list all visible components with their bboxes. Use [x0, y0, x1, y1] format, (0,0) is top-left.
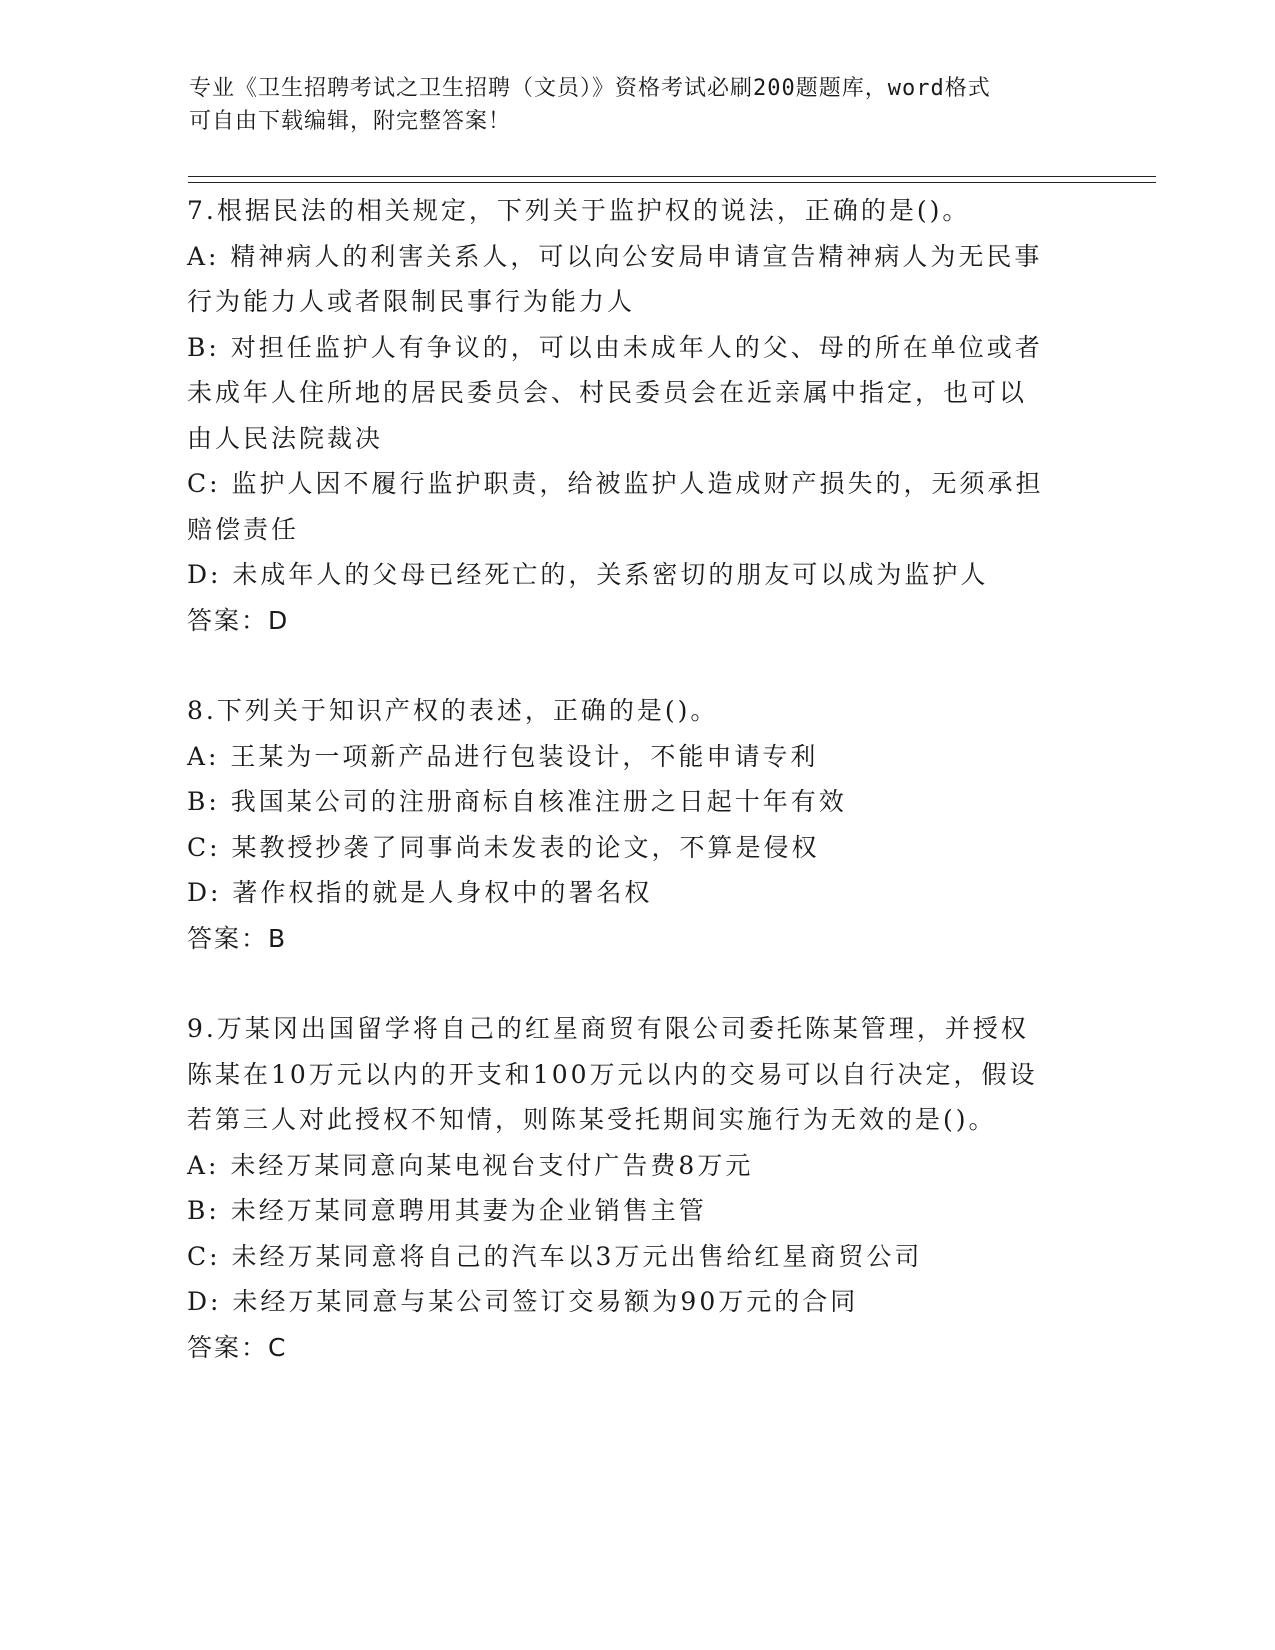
option-a: A: 未经万某同意向某电视台支付广告费8万元: [187, 1150, 754, 1180]
option-c: C: 某教授抄袭了同事尚未发表的论文，不算是侵权: [187, 832, 820, 862]
option-b: B: 对担任监护人有争议的，可以由未成年人的父、母的所在单位或者: [187, 332, 1043, 362]
question-9: [187, 1006, 1087, 1370]
header-divider-top: [188, 176, 1156, 177]
document-header: [189, 72, 1089, 138]
header-line-1: 专业《卫生招聘考试之卫生招聘（文员）》资格考试必刷200题题库，word格式: [189, 76, 991, 101]
option-b: B: 我国某公司的注册商标自核准注册之日起十年有效: [187, 787, 847, 816]
answer: 答案：C: [187, 1332, 288, 1362]
answer: 答案：D: [187, 605, 290, 635]
question-list: [187, 188, 1087, 1415]
option-d: D: 著作权指的就是人身权中的署名权: [187, 878, 653, 907]
question-stem: 7.根据民法的相关规定，下列关于监护权的说法，正确的是()。: [187, 196, 971, 225]
header-divider-bottom: [188, 182, 1156, 183]
option-c-cont: 赔偿责任: [187, 514, 300, 544]
question-stem-cont: 若第三人对此授权不知情，则陈某受托期间实施行为无效的是()。: [187, 1105, 997, 1134]
option-c: C: 未经万某同意将自己的汽车以3万元出售给红星商贸公司: [187, 1241, 923, 1271]
option-b-cont: 未成年人住所地的居民委员会、村民委员会在近亲属中指定，也可以: [187, 378, 1028, 407]
option-d: D: 未成年人的父母已经死亡的，关系密切的朋友可以成为监护人: [187, 560, 989, 589]
option-d: D: 未经万某同意与某公司签订交易额为90万元的合同: [187, 1287, 859, 1316]
question-8: [187, 688, 1087, 961]
option-a: A: 精神病人的利害关系人，可以向公安局申请宣告精神病人为无民事: [187, 241, 1043, 271]
question-7: [187, 188, 1087, 643]
question-stem: 8.下列关于知识产权的表述，正确的是()。: [187, 696, 719, 725]
question-stem-cont: 陈某在10万元以内的开支和100万元以内的交易可以自行决定，假设: [187, 1059, 1038, 1089]
answer: 答案：B: [187, 923, 288, 953]
option-c: C: 监护人因不履行监护职责，给被监护人造成财产损失的，无须承担: [187, 469, 1044, 498]
option-a: A: 王某为一项新产品进行包装设计，不能申请专利: [187, 741, 819, 771]
option-b-cont: 由人民法院裁决: [187, 423, 384, 453]
header-line-2: 可自由下载编辑，附完整答案！: [189, 109, 512, 134]
option-a-cont: 行为能力人或者限制民事行为能力人: [187, 287, 636, 316]
option-b: B: 未经万某同意聘用其妻为企业销售主管: [187, 1196, 707, 1225]
question-stem: 9.万某冈出国留学将自己的红星商贸有限公司委托陈某管理，并授权: [187, 1014, 1029, 1043]
